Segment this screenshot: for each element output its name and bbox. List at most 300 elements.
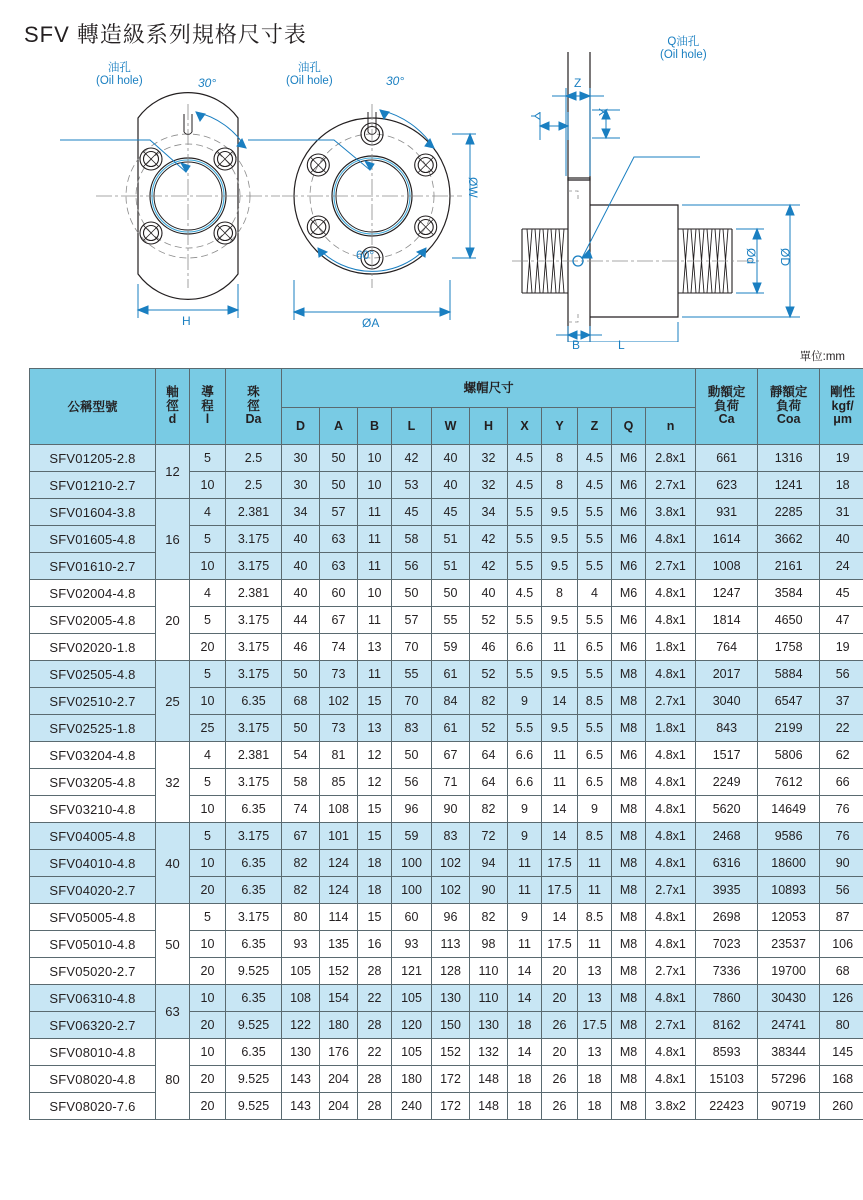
cell-Coa: 5884 [758,661,820,688]
cell-n: 1.8x1 [646,634,696,661]
cell-B: 11 [358,526,392,553]
cell-Z: 11 [578,850,612,877]
cell-l: 5 [190,607,226,634]
cell-model: SFV05010-4.8 [30,931,156,958]
cell-W: 172 [432,1093,470,1120]
cell-X: 14 [508,985,542,1012]
cell-H: 32 [470,472,508,499]
cell-rigidity: 24 [820,553,863,580]
cell-Q: M8 [612,688,646,715]
oil-hole-label-2: 油孔 (Oil hole) [286,62,333,87]
cell-Coa: 90719 [758,1093,820,1120]
cell-Y: 14 [542,823,578,850]
dim-H-label: H [182,314,191,328]
cell-Z: 9 [578,796,612,823]
cell-B: 12 [358,742,392,769]
cell-Q: M8 [612,796,646,823]
cell-Ca: 7336 [696,958,758,985]
cell-Da: 3.175 [226,904,282,931]
th-nut-B: B [358,408,392,445]
drawing-svg [0,52,863,342]
cell-A: 204 [320,1066,358,1093]
cell-Y: 8 [542,445,578,472]
cell-Q: M6 [612,499,646,526]
cell-Ca: 22423 [696,1093,758,1120]
cell-B: 12 [358,769,392,796]
cell-n: 4.8x1 [646,661,696,688]
cell-W: 55 [432,607,470,634]
cell-Z: 17.5 [578,1012,612,1039]
cell-B: 15 [358,688,392,715]
cell-Da: 3.175 [226,553,282,580]
cell-Q: M8 [612,877,646,904]
cell-shaft-diameter: 32 [156,742,190,823]
cell-n: 3.8x2 [646,1093,696,1120]
cell-W: 45 [432,499,470,526]
cell-Da: 3.175 [226,823,282,850]
cell-l: 5 [190,445,226,472]
th-nut-H: H [470,408,508,445]
cell-rigidity: 45 [820,580,863,607]
cell-X: 5.5 [508,526,542,553]
header-row-1 [30,369,863,408]
cell-l: 4 [190,499,226,526]
cell-A: 63 [320,553,358,580]
table-row [30,850,863,877]
cell-Y: 26 [542,1066,578,1093]
cell-L: 240 [392,1093,432,1120]
cell-X: 4.5 [508,445,542,472]
cell-l: 20 [190,877,226,904]
table-row [30,526,863,553]
cell-n: 4.8x1 [646,985,696,1012]
cell-rigidity: 56 [820,877,863,904]
cell-A: 135 [320,931,358,958]
cell-rigidity: 76 [820,823,863,850]
cell-Ca: 2249 [696,769,758,796]
cell-L: 56 [392,553,432,580]
cell-A: 154 [320,985,358,1012]
page-title: SFV 轉造級系列規格尺寸表 [24,22,307,47]
cell-model: SFV02510-2.7 [30,688,156,715]
cell-L: 83 [392,715,432,742]
th-nut-Q: Q [612,408,646,445]
th-dynamic-load [696,369,758,445]
cell-rigidity: 62 [820,742,863,769]
cell-model: SFV03204-4.8 [30,742,156,769]
th-nut-Y: Y [542,408,578,445]
cell-A: 74 [320,634,358,661]
cell-A: 114 [320,904,358,931]
cell-rigidity: 260 [820,1093,863,1120]
cell-A: 63 [320,526,358,553]
cell-Q: M8 [612,1066,646,1093]
cell-L: 50 [392,742,432,769]
cell-D: 130 [282,1039,320,1066]
cell-model: SFV05020-2.7 [30,958,156,985]
cell-W: 83 [432,823,470,850]
table-row [30,985,863,1012]
cell-Coa: 38344 [758,1039,820,1066]
spec-table [29,368,863,1120]
cell-H: 98 [470,931,508,958]
cell-rigidity: 47 [820,607,863,634]
cell-rigidity: 22 [820,715,863,742]
cell-rigidity: 168 [820,1066,863,1093]
cell-Ca: 623 [696,472,758,499]
th-lead [190,369,226,445]
cell-X: 6.6 [508,742,542,769]
table-row [30,661,863,688]
cell-H: 110 [470,985,508,1012]
cell-model: SFV02004-4.8 [30,580,156,607]
cell-A: 50 [320,445,358,472]
cell-Coa: 30430 [758,985,820,1012]
cell-Q: M8 [612,985,646,1012]
cell-D: 50 [282,661,320,688]
cell-H: 82 [470,688,508,715]
cell-Q: M8 [612,823,646,850]
cell-Q: M8 [612,661,646,688]
cell-L: 53 [392,472,432,499]
cell-Coa: 2199 [758,715,820,742]
cell-D: 108 [282,985,320,1012]
cell-W: 67 [432,742,470,769]
cell-Coa: 57296 [758,1066,820,1093]
cell-model: SFV02505-4.8 [30,661,156,688]
cell-l: 5 [190,769,226,796]
cell-n: 4.8x1 [646,769,696,796]
table-row [30,580,863,607]
cell-B: 11 [358,661,392,688]
table-row [30,607,863,634]
cell-Q: M8 [612,769,646,796]
cell-D: 54 [282,742,320,769]
cell-D: 40 [282,526,320,553]
cell-Ca: 1008 [696,553,758,580]
th-nut-L: L [392,408,432,445]
cell-Ca: 1614 [696,526,758,553]
table-row [30,1012,863,1039]
cell-n: 4.8x1 [646,796,696,823]
cell-rigidity: 126 [820,985,863,1012]
cell-shaft-diameter: 50 [156,904,190,985]
cell-Y: 9.5 [542,526,578,553]
cell-Da: 3.175 [226,769,282,796]
cell-rigidity: 145 [820,1039,863,1066]
cell-Coa: 6547 [758,688,820,715]
cell-Y: 11 [542,634,578,661]
cell-Coa: 1758 [758,634,820,661]
cell-Q: M8 [612,1012,646,1039]
cell-model: SFV02020-1.8 [30,634,156,661]
cell-Y: 9.5 [542,661,578,688]
cell-D: 30 [282,472,320,499]
cell-Y: 11 [542,769,578,796]
cell-L: 100 [392,877,432,904]
cell-B: 22 [358,985,392,1012]
oil-hole-label-1: 油孔 (Oil hole) [96,62,143,87]
cell-X: 9 [508,796,542,823]
angle-30-label-1: 30° [198,76,217,90]
cell-A: 57 [320,499,358,526]
cell-Coa: 5806 [758,742,820,769]
cell-Ca: 6316 [696,850,758,877]
th-shaft-dia-cn: 軸 徑 [166,385,179,413]
cell-n: 4.8x1 [646,1039,696,1066]
table-row [30,634,863,661]
cell-Y: 20 [542,958,578,985]
cell-Coa: 3584 [758,580,820,607]
cell-Coa: 24741 [758,1012,820,1039]
cell-X: 4.5 [508,472,542,499]
cell-l: 25 [190,715,226,742]
cell-Coa: 2285 [758,499,820,526]
cell-Q: M6 [612,580,646,607]
th-shaft-dia-sym: d [168,412,177,427]
th-static-load-l2: 負荷 [776,398,802,413]
cell-W: 130 [432,985,470,1012]
cell-X: 9 [508,823,542,850]
dim-d-label: Ød [744,248,758,265]
table-body [30,445,863,1120]
th-nut-Z: Z [578,408,612,445]
cell-Q: M6 [612,472,646,499]
cell-D: 105 [282,958,320,985]
cell-model: SFV03205-4.8 [30,769,156,796]
cell-Ca: 15103 [696,1066,758,1093]
cell-model: SFV01604-3.8 [30,499,156,526]
cell-H: 148 [470,1093,508,1120]
cell-A: 73 [320,715,358,742]
cell-A: 152 [320,958,358,985]
cell-n: 2.7x1 [646,553,696,580]
cell-n: 4.8x1 [646,823,696,850]
cell-Da: 6.35 [226,688,282,715]
cell-B: 10 [358,472,392,499]
cell-model: SFV08010-4.8 [30,1039,156,1066]
table-row [30,715,863,742]
cell-Z: 13 [578,1039,612,1066]
cell-shaft-diameter: 40 [156,823,190,904]
cell-rigidity: 90 [820,850,863,877]
cell-Y: 8 [542,580,578,607]
cell-W: 84 [432,688,470,715]
cell-Q: M6 [612,526,646,553]
cell-W: 40 [432,445,470,472]
cell-X: 14 [508,958,542,985]
cell-H: 52 [470,715,508,742]
cell-Da: 2.381 [226,499,282,526]
cell-Y: 26 [542,1012,578,1039]
cell-Y: 14 [542,796,578,823]
cell-rigidity: 56 [820,661,863,688]
cell-Q: M6 [612,742,646,769]
cell-X: 18 [508,1093,542,1120]
cell-L: 70 [392,634,432,661]
cell-L: 121 [392,958,432,985]
cell-B: 13 [358,634,392,661]
cell-Ca: 8593 [696,1039,758,1066]
cell-model: SFV02005-4.8 [30,607,156,634]
cell-B: 15 [358,904,392,931]
cell-X: 5.5 [508,661,542,688]
cell-H: 52 [470,607,508,634]
cell-Da: 3.175 [226,715,282,742]
table-row [30,553,863,580]
cell-Y: 9.5 [542,553,578,580]
cell-l: 5 [190,661,226,688]
cell-B: 28 [358,958,392,985]
cell-A: 60 [320,580,358,607]
cell-Z: 4 [578,580,612,607]
cell-L: 55 [392,661,432,688]
cell-B: 28 [358,1093,392,1120]
cell-Ca: 1517 [696,742,758,769]
cell-B: 18 [358,877,392,904]
cell-H: 94 [470,850,508,877]
cell-H: 32 [470,445,508,472]
cell-Y: 17.5 [542,931,578,958]
cell-Q: M6 [612,607,646,634]
cell-Z: 13 [578,958,612,985]
cell-X: 18 [508,1066,542,1093]
cell-model: SFV08020-4.8 [30,1066,156,1093]
cell-Q: M8 [612,931,646,958]
cell-A: 50 [320,472,358,499]
cell-W: 90 [432,796,470,823]
angle-30-label-2: 30° [386,74,405,88]
cell-Y: 26 [542,1093,578,1120]
table-row [30,1093,863,1120]
th-dynamic-load-l2: 負荷 [714,398,740,413]
cell-Q: M6 [612,445,646,472]
cell-D: 122 [282,1012,320,1039]
cell-D: 143 [282,1066,320,1093]
cell-Coa: 4650 [758,607,820,634]
cell-Ca: 8162 [696,1012,758,1039]
cell-X: 6.6 [508,634,542,661]
cell-H: 64 [470,769,508,796]
cell-B: 11 [358,553,392,580]
cell-Q: M6 [612,634,646,661]
cell-rigidity: 19 [820,445,863,472]
cell-Ca: 764 [696,634,758,661]
cell-Ca: 1247 [696,580,758,607]
cell-Da: 6.35 [226,985,282,1012]
th-ball-dia-sym: Da [245,412,262,427]
cell-n: 4.8x1 [646,904,696,931]
dim-Y-label: Y [528,112,542,121]
cell-H: 64 [470,742,508,769]
cell-A: 85 [320,769,358,796]
cell-l: 20 [190,634,226,661]
cell-X: 6.6 [508,769,542,796]
cell-D: 58 [282,769,320,796]
cell-B: 10 [358,445,392,472]
table-header [30,369,863,445]
cell-A: 108 [320,796,358,823]
cell-W: 59 [432,634,470,661]
cell-Da: 9.525 [226,1066,282,1093]
cell-l: 5 [190,823,226,850]
cell-L: 105 [392,985,432,1012]
cell-Da: 6.35 [226,1039,282,1066]
cell-H: 34 [470,499,508,526]
table-row [30,688,863,715]
table-row [30,877,863,904]
th-nut-n: n [646,408,696,445]
cell-A: 176 [320,1039,358,1066]
cell-A: 81 [320,742,358,769]
cell-Z: 5.5 [578,499,612,526]
cell-shaft-diameter: 12 [156,445,190,499]
cell-W: 172 [432,1066,470,1093]
cell-B: 15 [358,823,392,850]
dim-A-label: ØA [362,316,380,330]
cell-model: SFV01205-2.8 [30,445,156,472]
cell-D: 67 [282,823,320,850]
cell-Y: 17.5 [542,877,578,904]
cell-B: 10 [358,580,392,607]
cell-X: 5.5 [508,715,542,742]
th-rigidity-l2: kgf/ [831,398,854,413]
cell-B: 22 [358,1039,392,1066]
cell-Da: 6.35 [226,931,282,958]
cell-D: 93 [282,931,320,958]
table-row [30,769,863,796]
cell-Q: M8 [612,958,646,985]
cell-rigidity: 66 [820,769,863,796]
cell-rigidity: 18 [820,472,863,499]
cell-W: 61 [432,661,470,688]
cell-n: 4.8x1 [646,931,696,958]
cell-W: 128 [432,958,470,985]
cell-Q: M8 [612,850,646,877]
th-ball-dia [226,369,282,445]
cell-L: 58 [392,526,432,553]
table-row [30,499,863,526]
cell-D: 40 [282,580,320,607]
cell-l: 10 [190,553,226,580]
cell-Q: M8 [612,904,646,931]
cell-n: 4.8x1 [646,526,696,553]
cell-A: 124 [320,877,358,904]
cell-l: 10 [190,850,226,877]
cell-L: 120 [392,1012,432,1039]
cell-H: 42 [470,526,508,553]
cell-L: 56 [392,769,432,796]
cell-Y: 8 [542,472,578,499]
cell-n: 2.7x1 [646,1012,696,1039]
cell-Da: 9.525 [226,958,282,985]
cell-shaft-diameter: 80 [156,1039,190,1120]
cell-Y: 14 [542,688,578,715]
cell-Ca: 931 [696,499,758,526]
th-rigidity-l3: μm [833,412,853,427]
cell-Ca: 7860 [696,985,758,1012]
cell-Coa: 2161 [758,553,820,580]
cell-Y: 11 [542,742,578,769]
cell-n: 2.7x1 [646,958,696,985]
th-rigidity [820,369,863,445]
table-row [30,796,863,823]
cell-Z: 13 [578,985,612,1012]
cell-Z: 18 [578,1093,612,1120]
table-row [30,823,863,850]
cell-X: 4.5 [508,580,542,607]
cell-D: 34 [282,499,320,526]
